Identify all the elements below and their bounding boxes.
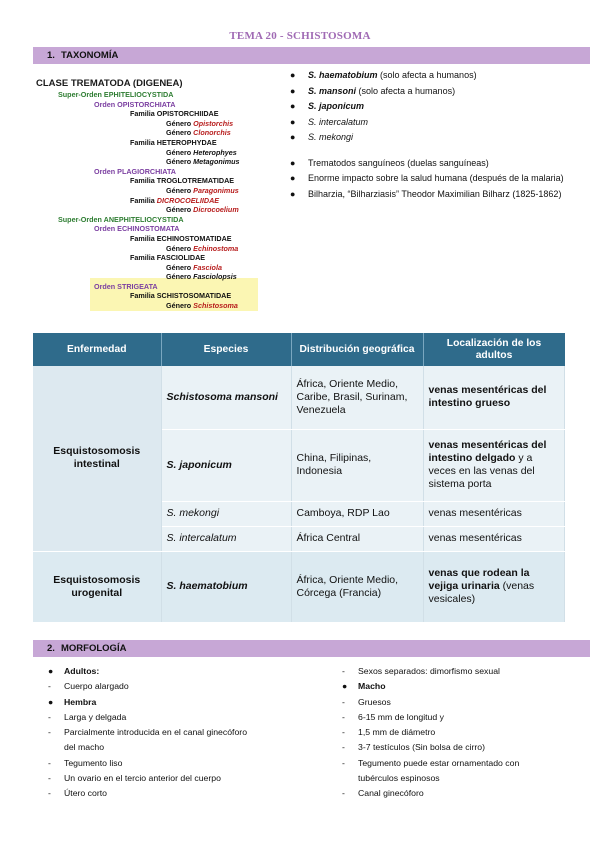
species-cell: S. japonicum [161,429,291,501]
disease-urogenital: Esquistosomosis urogenital [33,551,161,622]
morph-item [36,725,306,740]
taxonomy-row [36,244,258,254]
spacer [272,146,590,156]
species-name: S. mansoni [308,85,357,96]
taxon-prefix: Género [166,147,194,157]
taxonomy-row: Familia ECHINOSTOMATIDAE [130,233,232,243]
taxonomy-row [36,128,258,138]
morph-item [330,771,590,786]
taxonomy-row [36,301,258,311]
species-item [272,68,590,84]
taxon-name: Schistosoma [193,301,238,311]
taxonomy-row: Orden PLAGIORCHIATA [94,166,176,176]
morph-item [36,786,306,801]
taxonomy-row: Familia OPISTORCHIIDAE [130,109,219,119]
section-number: 1. [47,50,55,61]
morph-text: Un ovario en el tercio anterior del cuerpo [64,773,221,784]
taxon-name: Opistorchis [193,118,234,128]
taxonomy-row [36,119,258,129]
section-header-morfologia [33,640,590,657]
taxonomy-row [36,205,258,215]
taxonomy-row [36,263,258,273]
taxonomy-row: Super-Orden ANEPHITELIOCYSTIDA [58,214,184,224]
taxonomy-row [36,186,258,196]
fact-item [272,187,590,203]
header-distribucion: Distribución geográfica [291,333,423,366]
taxonomy-row: Familia FASCIOLIDAE [130,253,206,263]
bullet-marker: ● [48,696,54,707]
geo-cell: África, Oriente Medio, Caribe, Brasil, Surinam, Venezuela [291,366,423,429]
section-number: 2. [47,643,55,654]
morph-text: 6-15 mm de longitud y [358,711,444,722]
taxonomy-row: Familia TROGLOTREMATIDAE [130,176,235,186]
page-title: TEMA 20 - SCHISTOSOMA [229,30,371,42]
taxonomy-tree [36,78,258,311]
taxon-name: Heterophyes [193,147,237,157]
species-name: S. mekongi [308,132,354,142]
taxon-prefix: Familia [130,195,157,205]
morphology-left-column [36,664,306,802]
taxonomy-row [36,196,258,206]
loc-cell: venas mesentéricas [423,501,565,526]
taxon-name: Fasciola [193,262,222,272]
bullet-marker [36,740,64,755]
taxonomy-class: CLASE TREMATODA (DIGENEA) [36,78,183,89]
morph-text: Adultos: [64,666,100,676]
bullet-marker: - [342,696,345,707]
species-note: (solo afecta a humanos) [356,85,456,96]
header-localizacion: Localización de los adultos [423,333,565,366]
species-name: S. intercalatum [308,116,369,127]
morph-item [36,740,306,755]
bullet-marker: - [342,788,345,799]
bullet-marker: - [48,711,51,722]
bullet: ● [290,173,296,183]
morph-item [36,695,306,710]
taxon-name: Echinostoma [193,243,239,253]
header-especies: Especies [161,333,291,366]
header-enfermedad: Enfermedad [33,333,161,366]
geo-cell: África Central [291,526,423,551]
bullet: ● [290,132,296,142]
taxonomy-row [36,272,258,282]
taxonomy-row: Familia SCHISTOSOMATIDAE [130,291,232,301]
morph-text: Macho [358,681,386,692]
morph-item [36,679,306,694]
bullet-marker: - [48,788,51,799]
bullet: ● [290,157,296,168]
morph-text: 3-7 testículos (Sin bolsa de cirro) [358,742,485,753]
species-cell: S. haematobium [161,551,291,622]
species-list [272,68,590,202]
geo-cell: África, Oriente Medio, Córcega (Francia) [291,551,423,622]
bullet-marker: ● [342,681,348,692]
bullet-marker [330,771,358,786]
bullet-marker: - [48,773,51,784]
section-label: MORFOLOGÍA [61,643,127,654]
bullet-marker: - [342,666,345,676]
morph-item [36,710,306,725]
species-text [308,115,368,131]
taxon-prefix: Género [166,128,194,138]
taxonomy-row [36,157,258,167]
bullet: ● [290,116,296,127]
bullet-marker: - [48,757,51,768]
loc-cell: venas mesentéricas del intestino grueso [423,366,565,429]
morph-text: Canal ginecóforo [358,788,424,799]
section-header-taxonomia [33,47,590,64]
bullet: ● [290,101,296,111]
species-text [308,99,364,115]
taxon-prefix: Género [166,243,194,253]
morph-text: del macho [64,742,105,753]
bullet-marker: - [48,727,51,738]
taxonomy-row: Familia HETEROPHYDAE [130,137,217,147]
fact-text: Trematodos sanguíneos (duelas sanguíneas) [308,157,489,168]
species-note: (solo afecta a humanos) [377,70,477,80]
taxon-prefix: Género [166,118,194,128]
morph-item [330,740,590,755]
morph-text: Hembra [64,696,97,707]
taxonomy-row: Orden OPISTORCHIATA [94,99,176,109]
morph-text: Larga y delgada [64,711,127,722]
bullet-marker: - [342,742,345,753]
fact-item [272,171,590,187]
taxon-name: Dicrocoelium [193,205,239,215]
loc-cell: venas mesentéricas [423,526,565,551]
bullet-marker: - [342,757,345,768]
bullet-marker: - [342,711,345,722]
morph-item [330,756,590,771]
bullet-marker: - [342,727,345,738]
taxonomy-row: Super-Orden EPHITELIOCYSTIDA [58,90,174,99]
disease-intestinal: Esquistosomosis intestinal [33,366,161,551]
taxon-name: Clonorchis [193,128,231,138]
taxonomy-row: Orden ECHINOSTOMATA [94,224,180,234]
fact-item [272,156,590,172]
taxonomy-row: Orden STRIGEATA [94,281,158,291]
taxon-prefix: Género [166,262,194,272]
morph-item [330,786,590,801]
morph-item [36,771,306,786]
geo-cell: Camboya, RDP Lao [291,501,423,526]
morph-item [330,710,590,725]
species-name: S. haematobium [308,70,378,80]
species-item [272,115,590,131]
morphology-right-column [330,664,590,802]
species-text [308,130,353,146]
bullet-marker: ● [48,666,54,676]
morph-text: Cuerpo alargado [64,681,129,692]
taxon-prefix: Género [166,301,194,311]
taxon-prefix: Género [166,185,194,195]
species-name: S. japonicum [308,101,365,111]
taxon-name: Paragonimus [193,185,239,195]
bullet: ● [290,85,296,96]
loc-cell: venas que rodean la vejiga urinaria (venas vesicales) [423,551,565,622]
taxon-name: Metagonimus [193,157,240,167]
fact-text: Enorme impacto sobre la salud humana (después de la malaria) [308,173,564,183]
species-item [272,84,590,100]
morph-text: 1,5 mm de diámetro [358,727,436,738]
disease-table [33,333,565,623]
taxon-prefix: Género [166,205,194,215]
morph-item [330,725,590,740]
morph-item [36,664,306,679]
taxon-prefix: Género [166,272,194,282]
morph-text: Útero corto [64,788,107,799]
species-item [272,99,590,115]
morph-item [36,756,306,771]
species-text [308,84,455,100]
morph-text: tubérculos espinosos [358,773,440,784]
taxon-name: Fasciolopsis [193,272,237,282]
species-cell: Schistosoma mansoni [161,366,291,429]
morph-item [330,664,590,679]
bullet: ● [290,188,296,199]
section-label: TAXONOMÍA [61,50,119,61]
species-item [272,130,590,146]
loc-cell: venas mesentéricas del intestino delgado y a veces en las venas del sistema porta [423,429,565,501]
fact-text: Bilharzia, “Bilharziasis” Theodor Maximilian Bilharz (1825-1862) [308,188,562,199]
morph-text: Parcialmente introducida en el canal ginecóforo [64,727,248,738]
taxonomy-row [36,148,258,158]
morph-text: Sexos separados: dimorfismo sexual [358,666,500,676]
taxon-prefix: Género [166,157,194,167]
bullet: ● [290,70,296,80]
bullet-marker: - [48,681,51,692]
taxon-name: DICROCOELIIDAE [156,195,220,205]
geo-cell: China, Filipinas, Indonesia [291,429,423,501]
morph-text: Tegumento puede estar ornamentado con [358,757,520,768]
species-cell: S. intercalatum [161,526,291,551]
morph-item [330,695,590,710]
species-text [308,68,477,84]
morph-item [330,679,590,694]
morph-text: Tegumento liso [64,757,123,768]
morph-text: Gruesos [358,696,391,707]
species-cell: S. mekongi [161,501,291,526]
